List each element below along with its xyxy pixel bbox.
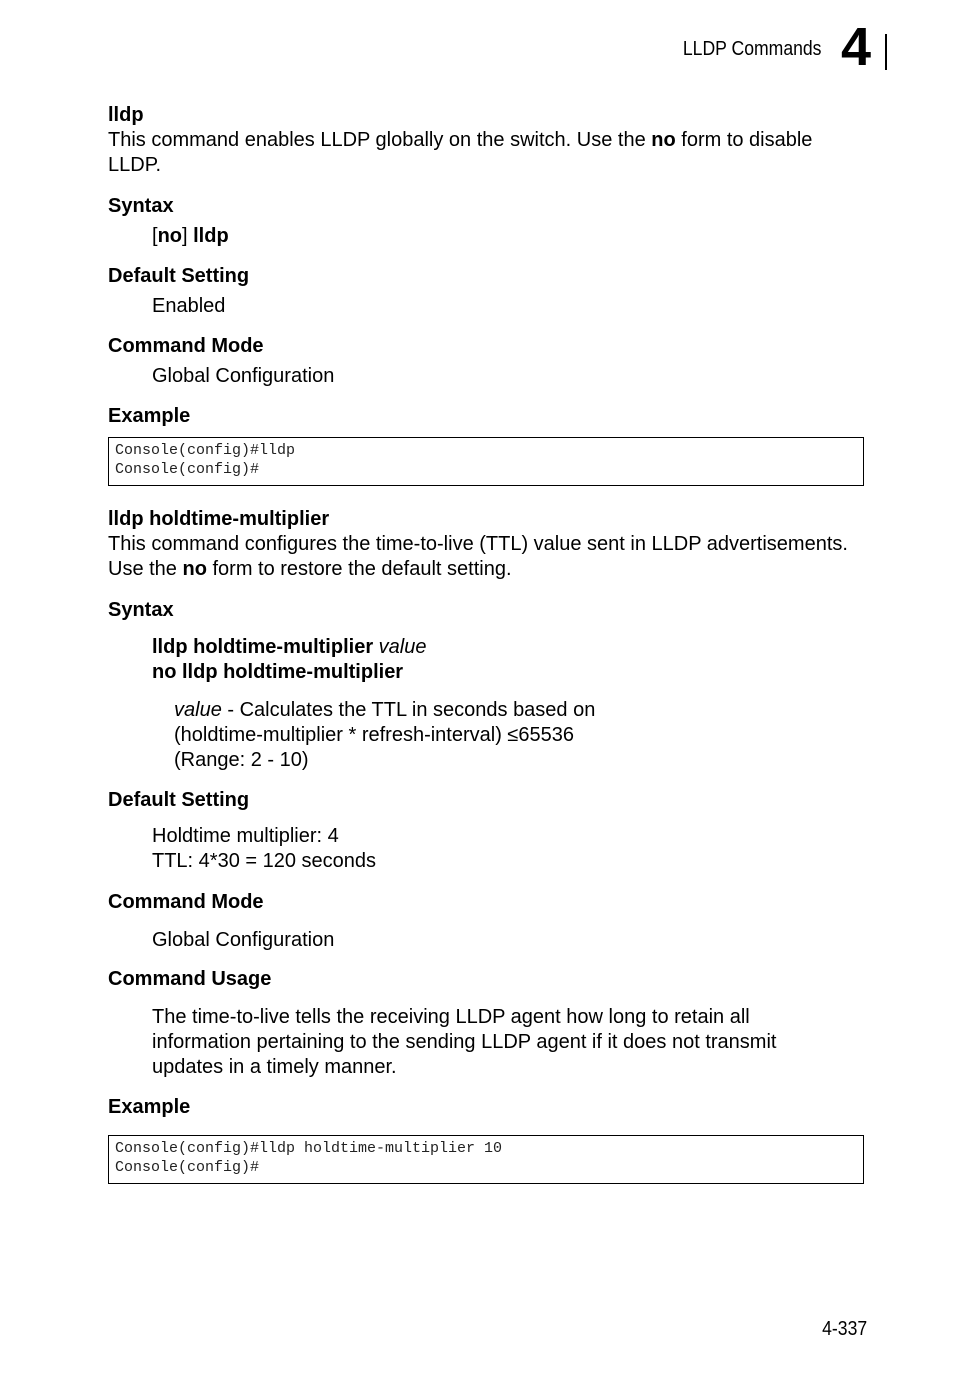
code-line: Console(config)#lldp xyxy=(115,442,296,459)
command-usage-heading: Command Usage xyxy=(108,968,272,990)
default-setting-heading: Default Setting xyxy=(108,789,250,811)
syntax-line: lldp holdtime-multiplier value no lldp holdtime-multiplier xyxy=(152,636,427,683)
command-mode-heading: Command Mode xyxy=(108,891,264,913)
code-line: Console(config)# xyxy=(115,1159,260,1176)
example-code-box xyxy=(108,437,864,486)
syntax-line: [no] lldp xyxy=(152,225,229,247)
command-mode-heading: Command Mode xyxy=(108,335,264,357)
syntax-heading: Syntax xyxy=(108,195,174,217)
lldp-section xyxy=(108,102,868,178)
syntax-heading: Syntax xyxy=(108,599,174,621)
code-line: Console(config)# xyxy=(115,461,260,478)
example-code-box xyxy=(108,1135,864,1184)
command-mode-value: Global Configuration xyxy=(152,365,335,387)
example-heading: Example xyxy=(108,405,191,427)
running-header: LLDP Commands xyxy=(682,38,821,60)
default-setting-value: Holdtime multiplier: 4 TTL: 4*30 = 120 seconds xyxy=(152,825,377,872)
command-title: lldp holdtime-multiplier xyxy=(108,508,330,530)
default-setting-heading: Default Setting xyxy=(108,265,250,287)
chapter-number: 4 xyxy=(841,17,872,77)
command-mode-value: Global Configuration xyxy=(152,929,335,951)
code-line: Console(config)#lldp holdtime-multiplier 10 xyxy=(115,1140,503,1157)
chapter-tab-bar xyxy=(885,34,887,70)
default-setting-value: Enabled xyxy=(152,295,226,317)
command-description: This command configures the time-to-live (TTL) value sent in LLDP advertisements. Use the no form to restore the default setting. xyxy=(108,533,848,580)
command-title: lldp xyxy=(108,104,144,126)
page-number: 4-337 xyxy=(821,1318,867,1340)
command-usage-text: The time-to-live tells the receiving LLDP agent how long to retain all information pertaining to the sending LLDP agent if it does not transmit updates in a timely manner. xyxy=(152,1006,777,1078)
parameter-description: value - Calculates the TTL in seconds based on (holdtime-multiplier * refresh-interval) ≤65536 (Range: 2 - 10) xyxy=(174,699,596,771)
command-description: This command enables LLDP globally on the switch. Use the no form to disable LLDP. xyxy=(108,129,813,176)
example-heading: Example xyxy=(108,1096,191,1118)
